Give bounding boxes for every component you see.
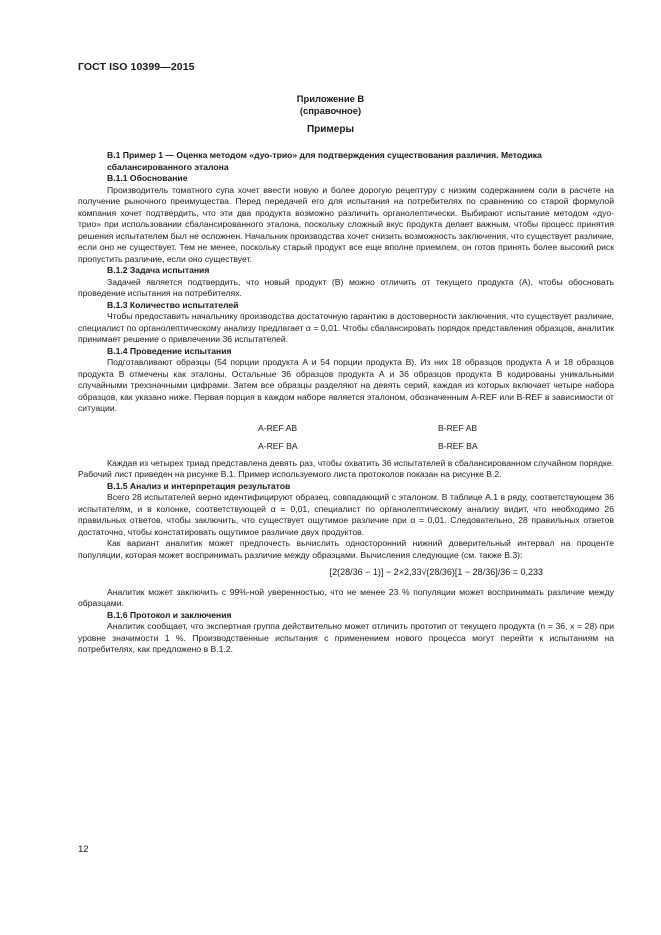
section-b15-text3: Аналитик может заключить с 99%-ной уверенностью, что не менее 23 % популяции может воспринимать различие между образцами. (78, 586, 614, 608)
triad-ref: B-REF AB (438, 422, 478, 433)
section-b1-title: В.1 Пример 1 — Оценка методом «дуо-трио» для подтверждения существования различия. Методика сбалансированного эталона (107, 150, 542, 172)
section-b11-title: В.1.1 Обоснование (107, 173, 188, 183)
appendix-heading (0, 93, 661, 117)
appendix-subtitle: (справочное) (299, 105, 362, 116)
section-b15-text2: Как вариант аналитик может предпочесть вычислить односторонний нижний доверительный интервал на проценте популяции, которая может воспринимать различие между образцами. Вычисления следующие (см. также В.3): (78, 538, 614, 560)
section-b15-text: Всего 28 испытателей верно идентифицируют образец, совпадающий с эталоном. В таблице А.1 в ряду, соответствующем 36 испытателям, и в колонке, соответствующей α = 0,01, специалист по органолептическому анализу видит, что необходимо 26 правильных ответов, чтобы заключить, что существует ощутимое различие при α = 0,01. Следовательно, 28 правильных ответов достаточно, чтобы констатировать ощутимое различие двух продуктов. (78, 492, 614, 537)
section-b16-title: В.1.6 Протокол и заключения (107, 609, 232, 620)
section-b14-text2: Каждая из четырех триад представлена девять раз, чтобы охватить 36 испытателей в сбалансированном случайном порядке. Рабочий лист приведен на рисунке В.1. Пример используемого листа протоколов показан на рисунке В.2. (78, 457, 614, 479)
section-b13-text: Чтобы предоставить начальнику производства достаточную гарантию в достоверности заключения, что существует различие, специалист по органолептическому анализу предлагает α = 0,01. Чтобы сбалансировать порядок представления образцов, аналитик принимает решение о привлечении 36 испытателей. (78, 311, 614, 344)
triad-ref: A-REF BA (258, 441, 298, 451)
appendix-title: Приложение В (296, 93, 365, 104)
section-b11-text: Производитель томатного супа хочет ввести новую и более дорогую рецептуру с низким содержанием соли в расчете на получение рыночного преимущества. Перед передачей его для испытания на потребителях по сравнению со старой формулой компания хочет подтвердить, что эти два продукта возможно различить органолептически. Выбирают испытание методом «дуо-трио» при использовании сбалансированного эталона, поскольку сложный вкус продукта делает важным, чтобы процесс принятия решения испытателем был не осложнен. Начальник производства хочет снизить возможность заключения, что существует различие, если оно не существует. Тем не менее, поскольку старый продукт все еще вполне приемлем, он готов принять более высокий риск пропустить различие, если оно существует. (78, 184, 614, 264)
triad-ref: B-REF BA (438, 441, 478, 451)
confidence-formula: [2(28/36 − 1)] − 2×2,33√(28/36)[1 − 28/36]/36 = 0,233 (329, 567, 543, 577)
document-body (78, 150, 614, 656)
section-b14-text: Подготавливают образцы (54 порции продукта А и 54 порции продукта В). Из них 18 образцов продукта А и 18 образцов продукта В отмечены как эталоны. Остальные 36 образцов продукта А и 36 образцов продукта В кодированы уникальными случайными трехзначными цифрами. Затем все образцы разделяют на девять серий, каждая из которых включает четыре набора образцов, как указано ниже. Первая порция в каждом наборе является эталоном, обозначенным A-REF или B-REF в зависимости от ситуации. (78, 357, 614, 413)
section-b14-title: В.1.4 Проведение испытания (107, 345, 232, 356)
triad-reference-list (258, 423, 614, 453)
page-number: 12 (78, 844, 89, 855)
page-header: ГОСТ ISO 10399—2015 (78, 61, 195, 73)
examples-heading: Примеры (306, 124, 355, 135)
section-b12-text: Задачей является подтвердить, что новый продукт (В) можно отличить от текущего продукта (А), чтобы обосновать проведение испытания на потребителях. (78, 276, 614, 298)
section-b15-title: В.1.5 Анализ и интерпретация результатов (107, 480, 291, 491)
section-b12-title: В.1.2 Задача испытания (107, 265, 210, 275)
section-b16-text: Аналитик сообщает, что экспертная группа действительно может отличить прототип от текущего продукта (n = 36, x = 28) при уровне значимости 1 %. Производственные испытания с применением нового процесса могут перейти к испытаниям на потребителях, как предложено в В.1.2. (78, 621, 614, 654)
triad-ref: A-REF AB (258, 422, 298, 433)
section-b13-title: В.1.3 Количество испытателей (107, 299, 239, 310)
